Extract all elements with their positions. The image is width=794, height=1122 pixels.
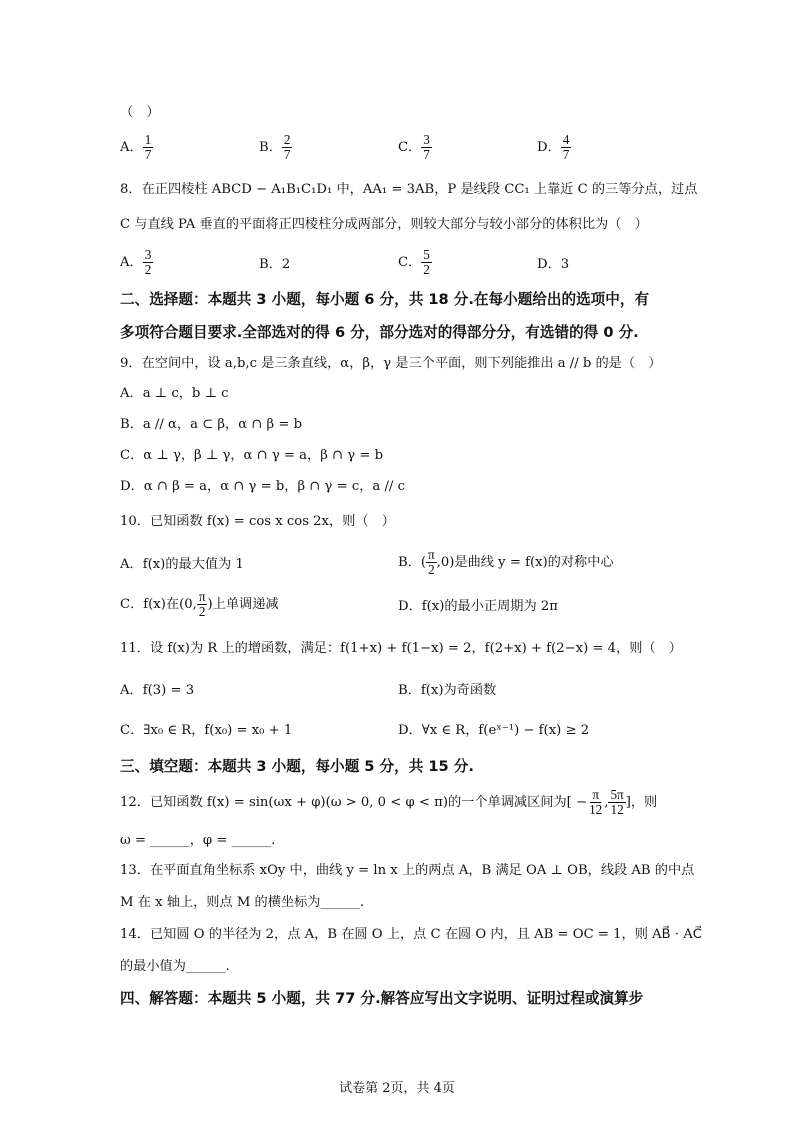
q9-option-c: C．α ⊥ γ，β ⊥ γ，α ∩ γ = a，β ∩ γ = b <box>120 448 384 463</box>
q13-stem-line2: M 在 x 轴上，则点 M 的横坐标为______. <box>120 895 365 910</box>
q10-option-c: C．f(x)在(0, $\frac{\pi}{2}$ )上单调递减 <box>120 589 279 619</box>
q8-option-b: B．2 <box>259 257 291 272</box>
q14-stem-line1: 14．已知圆 O 的半径为 2，点 A，B 在圆 O 上，点 C 在圆 O 内，且 AB = OC = 1，则 AB⃗ · AC⃗ <box>120 927 702 942</box>
q7-option-b: B． $\frac{2}{7}$ <box>259 132 291 162</box>
q8-option-a: A． $\frac{3}{2}$ <box>120 247 152 277</box>
q7-option-c: C． $\frac{3}{7}$ <box>398 132 430 162</box>
q11-option-c: C．∃x₀ ∈ R，f(x₀) = x₀ + 1 <box>120 723 293 738</box>
q10-option-b: B．( $\frac{\pi}{2}$ ,0)是曲线 y = f(x)的对称中心 <box>398 547 614 577</box>
q9-option-d: D．α ∩ β = a，α ∩ γ = b，β ∩ γ = c，a // c <box>120 479 405 494</box>
section-3-heading: 三、填空题：本题共 3 小题，每小题 5 分，共 15 分. <box>120 758 474 775</box>
q8-stem-line1: 8．在正四棱柱 ABCD − A₁B₁C₁D₁ 中，AA₁ = 3AB，P 是线段 CC₁ 上靠近 C 的三等分点，过点 <box>120 182 698 197</box>
page-footer: 试卷第 2页，共 4页 <box>339 1081 455 1096</box>
q12-stem-line2: ω = ______，φ = ______. <box>120 833 276 848</box>
q8-option-c: C． $\frac{5}{2}$ <box>398 247 430 277</box>
q11-option-a: A．f(3) = 3 <box>120 683 195 698</box>
q10-option-a: A．f(x)的最大值为 1 <box>120 557 244 572</box>
q11-stem: 11．设 f(x)为 R 上的增函数，满足：f(1+x) + f(1−x) = 2，f(2+x) + f(2−x) = 4，则（ ） <box>120 641 682 656</box>
q9-option-b: B．a // α，a ⊂ β，α ∩ β = b <box>120 417 303 432</box>
q10-option-d: D．f(x)的最小正周期为 2π <box>398 599 558 614</box>
q14-stem-line2: 的最小值为______. <box>120 959 230 974</box>
section-4-heading: 四、解答题：本题共 5 小题，共 77 分.解答应写出文字说明、证明过程或演算步 <box>120 990 644 1007</box>
section-2-heading-line2: 多项符合题目要求.全部选对的得 6 分，部分选对的得部分分，有选错的得 0 分. <box>120 324 639 341</box>
q13-stem-line1: 13．在平面直角坐标系 xOy 中，曲线 y = ln x 上的两点 A，B 满足 OA ⊥ OB，线段 AB 的中点 <box>120 863 695 878</box>
q8-option-d: D．3 <box>537 257 570 272</box>
q7-option-d: D． $\frac{4}{7}$ <box>537 132 570 162</box>
q7-option-a: A． $\frac{1}{7}$ <box>120 132 152 162</box>
q9-stem: 9．在空间中，设 a,b,c 是三条直线，α，β，γ 是三个平面，则下列能推出 a // b 的是（ ） <box>120 356 662 371</box>
section-2-heading-line1: 二、选择题：本题共 3 小题，每小题 6 分，共 18 分.在每小题给出的选项中，有 <box>120 291 650 308</box>
q10-stem: 10．已知函数 f(x) = cos x cos 2x，则（ ） <box>120 514 395 529</box>
q9-option-a: A．a ⊥ c，b ⊥ c <box>120 386 229 401</box>
q7-paren: （ ） <box>120 105 160 120</box>
q8-stem-line2: C 与直线 PA 垂直的平面将正四棱柱分成两部分，则较大部分与较小部分的体积比为（ ） <box>120 217 648 232</box>
q12-stem-line1: 12．已知函数 f(x) = sin(ωx + φ)(ω > 0, 0 < φ < π)的一个单调减区间为[ − $\frac{\pi}{12}$ , $\frac{5\pi}{12}$ ]，则 <box>120 787 658 817</box>
q11-option-b: B．f(x)为奇函数 <box>398 683 497 698</box>
q11-option-d: D．∀x ∈ R，f(eˣ⁻¹) − f(x) ≥ 2 <box>398 723 590 738</box>
